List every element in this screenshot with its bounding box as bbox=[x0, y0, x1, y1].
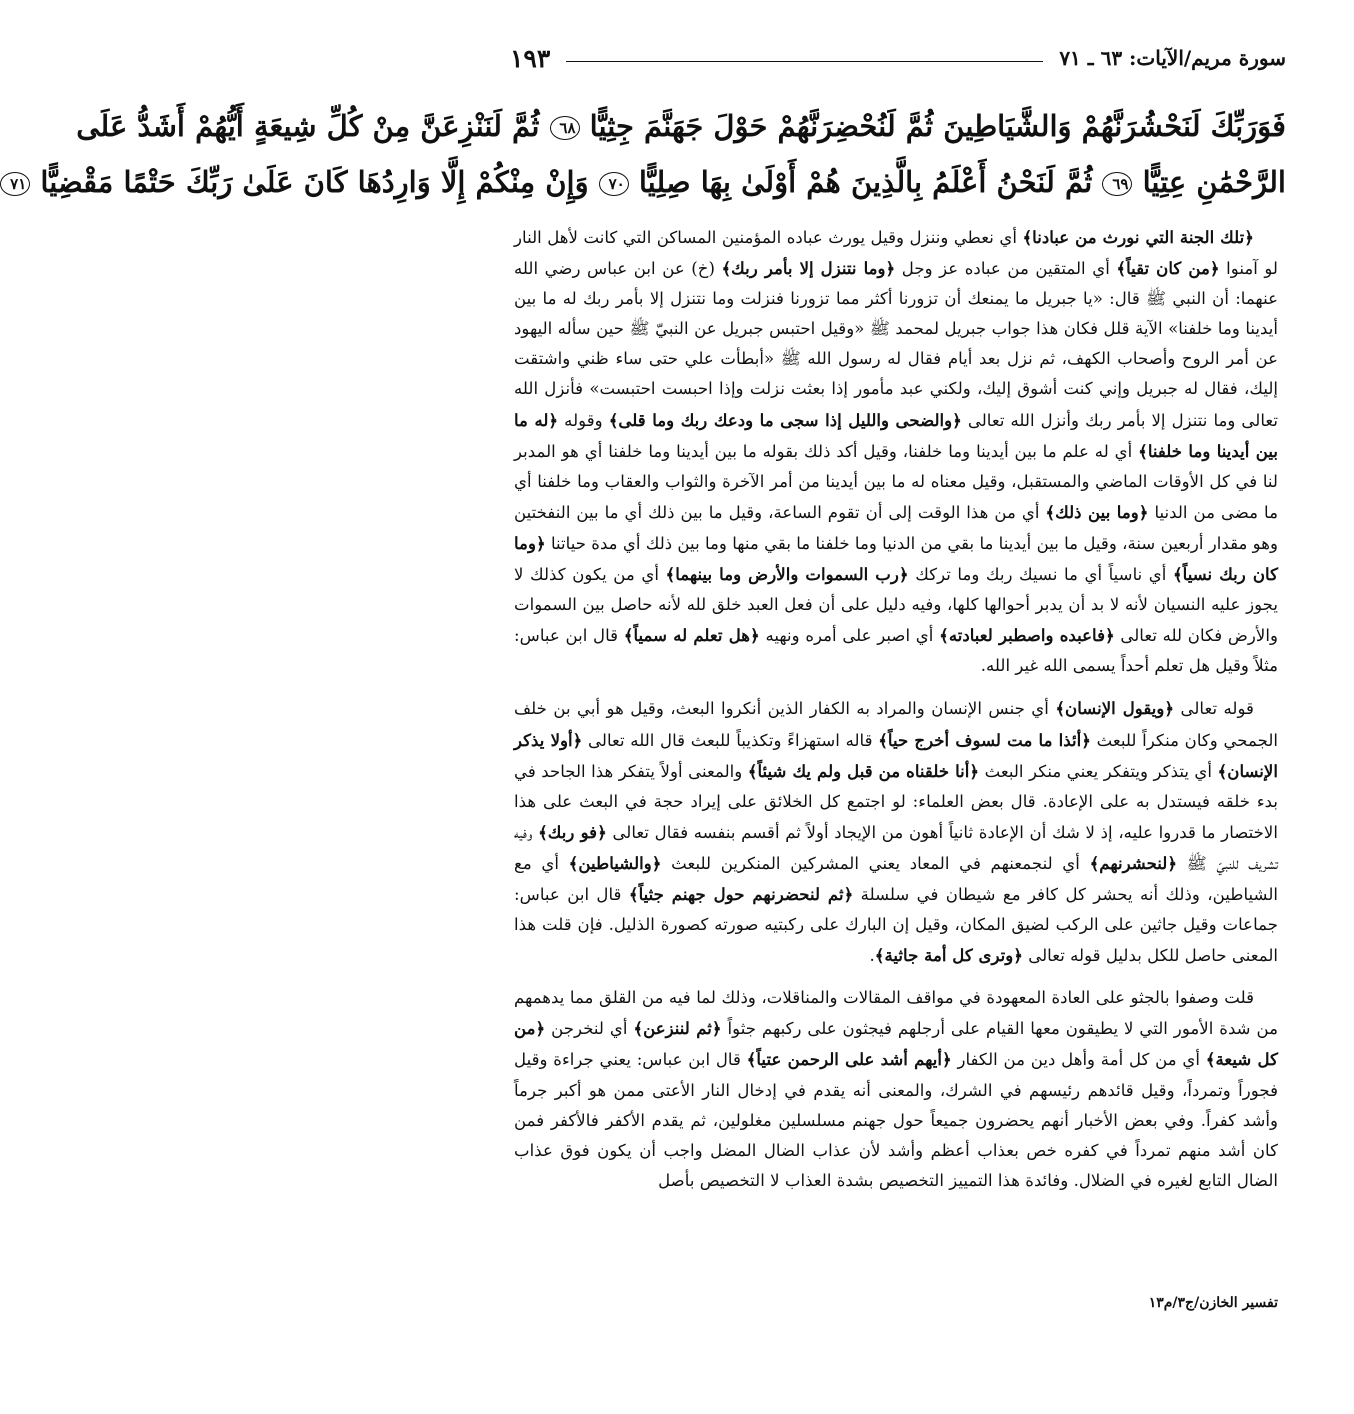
verse-line-1 bbox=[76, 98, 1286, 154]
text: أي من هذا الوقت إلى أن تقوم الساعة، وقيل ما بين ذلك أي ما بين النفختين وهو مقدار أربعين سنة، وقيل ما بين أيدينا ما بقي من الدنيا وما خلفنا ما بقي منها وما بين ذلك أي مدة حياتنا bbox=[514, 502, 1278, 553]
text: (خ) عن ابن عباس رضي الله عنهما: أن النبي ﷺ قال: «يا جبريل ما يمنعك أن تزورنا أكثر مما تزورنا فنزلت وما نتنزل إلا بأمر ربك له ما بين أيدينا وما خلفنا» الآية قلل فكان هذا جواب جبريل لمحمد ﷺ «وقيل احتبس جبريل عن النبيّ ﷺ حين سأله اليهود عن أمر الروح وأصحاب الكهف، ثم نزل بعد أيام فقال له رسول الله ﷺ «أبطأت علي حتى ساء ظني واشتقت إليك، فقال له جبريل وإني كنت أشوق إليك، ولكني عبد مأمور إذا بعثت نزلت وإذا احبست احتبست» فأنزل الله تعالى وما نتنزل إلا بأمر ربك وأنزل الله تعالى bbox=[514, 259, 1278, 430]
text: قاله استهزاءً وتكذيباً للبعث قال الله تعالى bbox=[582, 730, 879, 750]
verse-marker: ٦٨ bbox=[550, 116, 580, 140]
quote: ﴿هل تعلم له سمياً﴾ bbox=[623, 625, 760, 646]
text: أي من كل أمة وأهل دين من الكفار bbox=[951, 1050, 1206, 1070]
commentary-text bbox=[514, 222, 1278, 1196]
text: أي نعطي وننزل وقيل يورث عباده المؤمنين المساكن التي كانت لأهل النار لو آمنوا bbox=[514, 228, 1278, 279]
verse-text: وَإِنْ مِنْكُمْ إِلَّا وَارِدُهَا كَانَ عَلَىٰ رَبِّكَ حَتْمًا مَقْضِيًّا bbox=[40, 165, 589, 199]
text: أي لنجمعنهم في المعاد يعني المشركين المنكرين للبعث bbox=[661, 853, 1090, 873]
quote: ﴿تلك الجنة التي نورث من عبادنا﴾ bbox=[1022, 227, 1254, 247]
signature-mark: تفسير الخازن/ج٣/م١٣ bbox=[1148, 1295, 1278, 1311]
quote: ﴿والضحى والليل إذا سجى ما ودعك ربك وما قلى﴾ bbox=[608, 409, 962, 430]
quote: ﴿وما نتنزل إلا بأمر ربك﴾ bbox=[721, 258, 896, 279]
text: قال ابن عباس: يعني جراءة وقيل فجوراً وتمرداً، وقيل قائدهم رئيسهم في الشرك، والمعنى أنه يقدم في إدخال النار الأعتى ممن هو أكبر جرماً وأشد كفراً. وفي بعض الأخبار أنهم يحضرون جميعاً حول جهنم مسلسلين مغلولين، ثم يقدم الأكفر فالأكفر فمن كان أشد منهم تمرداً في كفره خص بعذاب أعظم وأشد لأن عذاب الضال المضل واجب أن يكون فوق عذاب الضال التابع لغيره في الضلال. وفائدة هذا التمييز التخصيص بشدة العذاب لا التخصيص بأصل bbox=[514, 1050, 1278, 1190]
quote: ﴿لنحشرنهم﴾ bbox=[1089, 852, 1178, 873]
verse-text: الرَّحْمَٰنِ عِتِيًّا bbox=[1142, 165, 1286, 199]
quote: ﴿ثم لننزعن﴾ bbox=[633, 1018, 722, 1039]
text: وفيه تشريف للنبيّ ﷺ bbox=[514, 822, 1279, 873]
paragraph-3 bbox=[514, 983, 1278, 1196]
verse-marker: ٧١ bbox=[0, 172, 30, 196]
verse-text: ثُمَّ لَنَحْنُ أَعْلَمُ بِالَّذِينَ هُمْ أَوْلَىٰ بِهَا صِلِيًّا bbox=[638, 165, 1093, 199]
text: أي لنخرجن bbox=[545, 1019, 634, 1039]
text: أي من يكون كذلك لا يجوز عليه النسيان لأنه لا بد أن يدبر أحوالها كلها، وفيه دليل على أن فعل العبد خلق لله لأنه حاصل بين السموات والأرض فكان لله تعالى bbox=[514, 565, 1278, 646]
page-number: ١٩٣ bbox=[510, 43, 551, 73]
text: أي له علم ما بين أيدينا وما خلفنا، وقيل أكد ذلك بقوله ما بين أيدينا وما خلفنا أي هو المدبر لنا في كل الأوقات الماضي والمستقبل، وقيل معناه له ما بين أيدينا من أمر الآخرة والثواب والعقاب وما خلفنا أي ما مضى من الدنيا bbox=[514, 441, 1278, 522]
quote: ﴿ويقول الإنسان﴾ bbox=[1055, 698, 1175, 719]
verse-marker: ٧٠ bbox=[599, 172, 629, 196]
quote: ﴿وما بين ذلك﴾ bbox=[1045, 501, 1149, 522]
quote: ﴿ثم لنحضرنهم حول جهنم جثياً﴾ bbox=[628, 883, 854, 904]
quote: ﴿أيهم أشد على الرحمن عتياً﴾ bbox=[746, 1049, 952, 1070]
text: وقوله bbox=[558, 410, 609, 430]
verse-marker: ٦٩ bbox=[1102, 172, 1132, 196]
header-rule bbox=[566, 61, 1043, 62]
surah-reference: سورة مريم/الآيات: ٦٣ ـ ٧١ bbox=[1059, 46, 1286, 70]
quote: ﴿أئذا ما مت لسوف أخرج حياً﴾ bbox=[878, 729, 1091, 750]
verse-text: ثُمَّ لَنَنْزِعَنَّ مِنْ كُلِّ شِيعَةٍ أَيُّهُمْ أَشَدُّ عَلَى bbox=[76, 109, 540, 143]
quote: ﴿من كان تقياً﴾ bbox=[1116, 258, 1220, 279]
text: أي ناسياً أي ما نسيك ربك وما تركك bbox=[908, 565, 1173, 585]
quote: ﴿من كل شيعة﴾ bbox=[514, 1018, 1278, 1070]
quote: ﴿وما كان ربك نسياً﴾ bbox=[514, 532, 1279, 585]
verse-text: فَوَرَبِّكَ لَنَحْشُرَنَّهُمْ وَالشَّيَاطِينَ ثُمَّ لَنُحْضِرَنَّهُمْ حَوْلَ جَهَنَّمَ جِثِيًّا bbox=[589, 109, 1286, 143]
text: أي جنس الإنسان والمراد به الكفار الذين أنكروا البعث، وقيل هو أبي بن خلف الجمحي وكان منكراً للبعث bbox=[514, 699, 1278, 750]
quote: ﴿أنا خلقناه من قبل ولم يك شيئاً﴾ bbox=[747, 760, 980, 781]
quote: ﴿أولا يذكر الإنسان﴾ bbox=[514, 729, 1278, 781]
text: قال ابن عباس: مثلاً وقيل هل تعلم أحداً يسمى الله غير الله. bbox=[514, 626, 1278, 676]
verse-line-2 bbox=[10, 154, 1286, 210]
quote: ﴿والشياطين﴾ bbox=[568, 852, 662, 873]
text: قال ابن عباس: جماعات وقيل جاثين على الركب لضيق المكان، وقيل إن البارك على ركبتيه صورته كصورة الذليل. فإن قلت هذا المعنى حاصل للكل بدليل قوله تعالى bbox=[514, 884, 1278, 966]
text: والمعنى أولاً يتفكر هذا الجاحد في بدء خلقه فيستدل به على الإعادة. قال بعض العلماء: لو اجتمع كل الخلائق على إيراد حجة في البعث على هذا الاختصار ما قدروا عليه، إذ لا شك أن الإعادة ثانياً أهون من الإيجاد أولاً ثم أقسم بنفسه فقال تعالى bbox=[514, 761, 1278, 842]
text: قوله تعالى bbox=[1174, 699, 1254, 719]
quote: ﴿فو ربك﴾ bbox=[538, 821, 607, 842]
text: أي يتذكر ويتفكر يعني منكر البعث bbox=[979, 761, 1218, 781]
page-header bbox=[510, 40, 1286, 76]
quote: ﴿فاعبده واصطبر لعبادته﴾ bbox=[939, 625, 1115, 646]
text: أي مع الشياطين، وذلك أنه يحشر كل كافر مع شيطان في سلسلة bbox=[514, 853, 1279, 904]
quote: ﴿رب السموات والأرض وما بينهما﴾ bbox=[665, 564, 909, 585]
text: قلت وصفوا بالجثو على العادة المعهودة في مواقف المقالات والمناقلات، وذلك لما فيه من القلق مما يدهمهم من شدة الأمور التي لا يطيقون معها القيام على أرجلهم فيجثون على ركبهم جثواً bbox=[514, 988, 1278, 1039]
quote: ﴿وترى كل أمة جاثية﴾ bbox=[874, 945, 1024, 966]
text: أي اصبر على أمره ونهيه bbox=[759, 626, 940, 646]
paragraph-1 bbox=[514, 222, 1278, 681]
quote: ﴿له ما بين أيدينا وما خلفنا﴾ bbox=[514, 409, 1278, 461]
book-page bbox=[10, 0, 1354, 1414]
paragraph-2 bbox=[514, 693, 1278, 971]
quran-verses bbox=[10, 98, 1286, 210]
text: . bbox=[869, 946, 875, 966]
text: أي المتقين من عباده عز وجل bbox=[895, 259, 1117, 279]
